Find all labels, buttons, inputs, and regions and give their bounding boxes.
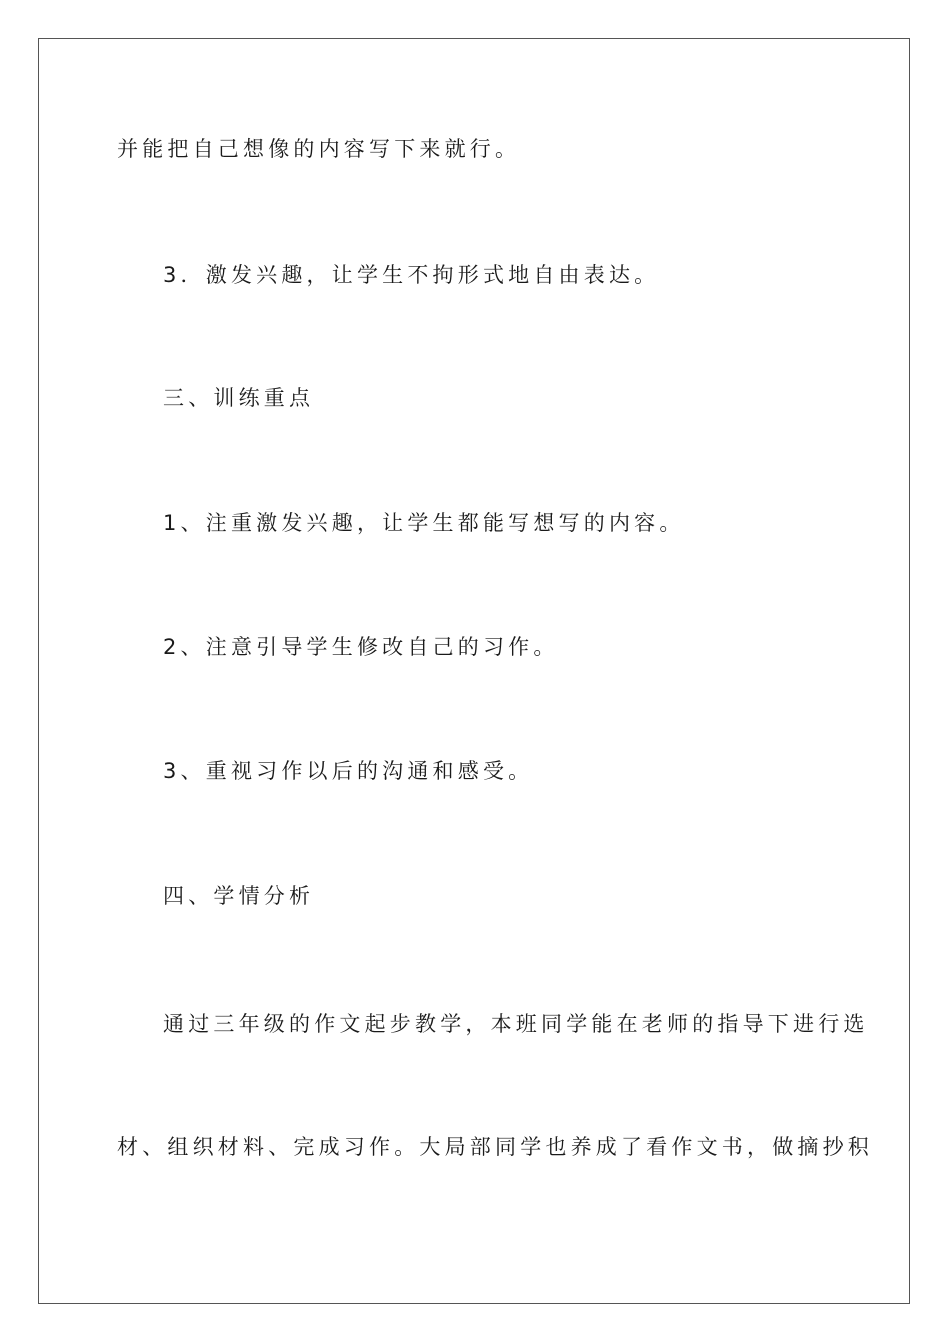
paragraph-continuation: 并能把自己想像的内容写下来就行。 [117, 137, 521, 161]
focus-item-2: 2、注意引导学生修改自己的习作。 [163, 635, 559, 659]
analysis-paragraph-line-2: 材、组织材料、完成习作。大局部同学也养成了看作文书，做摘抄积 [117, 1135, 873, 1159]
focus-item-3: 3、重视习作以后的沟通和感受。 [163, 759, 534, 783]
page-border [38, 38, 910, 1304]
focus-item-1: 1、注重激发兴趣，让学生都能写想写的内容。 [163, 511, 685, 535]
analysis-paragraph-line-1: 通过三年级的作文起步教学，本班同学能在老师的指导下进行选 [163, 1012, 869, 1036]
section-heading-learning-analysis: 四、学情分析 [163, 884, 315, 908]
goal-item-3: 3．激发兴趣，让学生不拘形式地自由表达。 [163, 263, 660, 287]
section-heading-training-focus: 三、训练重点 [163, 386, 315, 410]
